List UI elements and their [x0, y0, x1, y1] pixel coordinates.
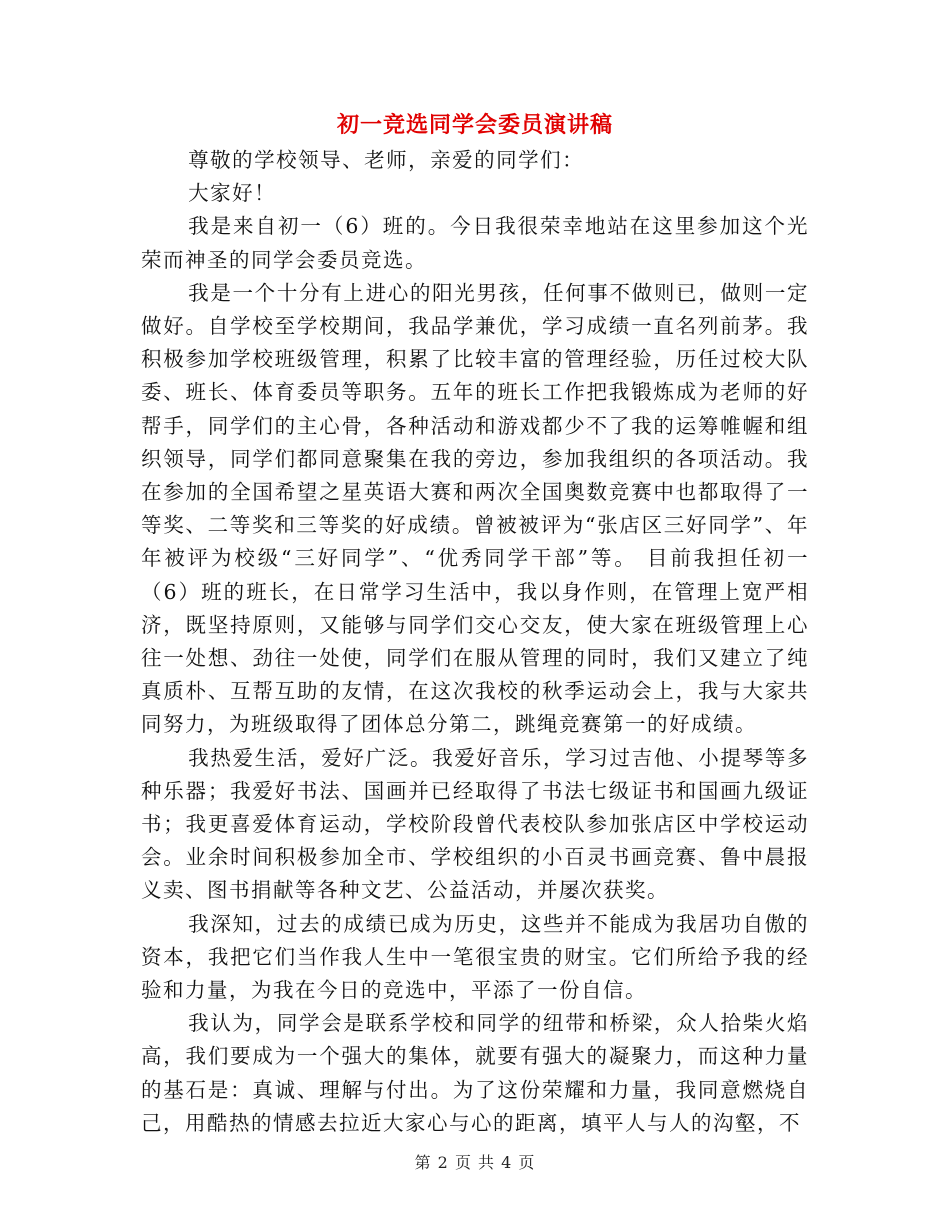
paragraph-vision: 我认为，同学会是联系学校和同学的纽带和桥梁，众人拾柴火焰高，我们要成为一个强大的集体，就要有强大的凝聚力，而这种力量的基石是：真诚、理解与付出。为了这份荣耀和力量，我同意燃烧自己，用酷热的情感去拉近大家心与心的距离，填平人与人的沟壑，不: [141, 1011, 809, 1135]
page-number-footer: 第 2 页 共 4 页: [414, 1153, 536, 1172]
paragraph-intro: 我是来自初一（6）班的。今日我很荣幸地站在这里参加这个光荣而神圣的同学会委员竞选。: [141, 214, 809, 272]
salutation: 尊敬的学校领导、老师，亲爱的同学们：: [188, 148, 585, 172]
paragraph-hobbies: 我热爱生活，爱好广泛。我爱好音乐，学习过吉他、小提琴等多种乐器；我爱好书法、国画并已经取得了书法七级证书和国画九级证书；我更喜爱体育运动，学校阶段曾代表校队参加张店区中学校运动会。业余时间积极参加全市、学校组织的小百灵书画竞赛、鲁中晨报义卖、图书捐献等各种文艺、公益活动，并屡次获奖。: [141, 745, 809, 903]
paragraph-reflection: 我深知，过去的成绩已成为历史，这些并不能成为我居功自傲的资本，我把它们当作我人生中一笔很宝贵的财宝。它们所给予我的经验和力量，为我在今日的竞选中，平添了一份自信。: [141, 911, 809, 1003]
paragraph-experience: 我是一个十分有上进心的阳光男孩，任何事不做则已，做则一定做好。自学校至学校期间，我品学兼优，学习成绩一直名列前茅。我积极参加学校班级管理，积累了比较丰富的管理经验，历任过校大队委、班长、体育委员等职务。五年的班长工作把我锻炼成为老师的好帮手，同学们的主心骨，各种活动和游戏都少不了我的运筹帷幄和组织领导，同学们都同意聚集在我的旁边，参加我组织的各项活动。我在参加的全国希望之星英语大赛和两次全国奥数竞赛中也都取得了一等奖、二等奖和三等奖的好成绩。曾被被评为“张店区三好同学”、年年被评为校级“三好同学”、“优秀同学干部”等。 目前我担任初一（6）班的班长，在日常学习生活中，我以身作则，在管理上宽严相济，既坚持原则，又能够与同学们交心交友，使大家在班级管理上心往一处想、劲往一处使，同学们在服从管理的同时，我们又建立了纯真质朴、互帮互助的友情，在这次我校的秋季运动会上，我与大家共同努力，为班级取得了团体总分第二，跳绳竞赛第一的好成绩。: [141, 280, 809, 737]
greeting: 大家好！: [188, 181, 277, 206]
document-body: [141, 144, 809, 1140]
document-title: 初一竞选同学会委员演讲稿: [336, 112, 613, 138]
